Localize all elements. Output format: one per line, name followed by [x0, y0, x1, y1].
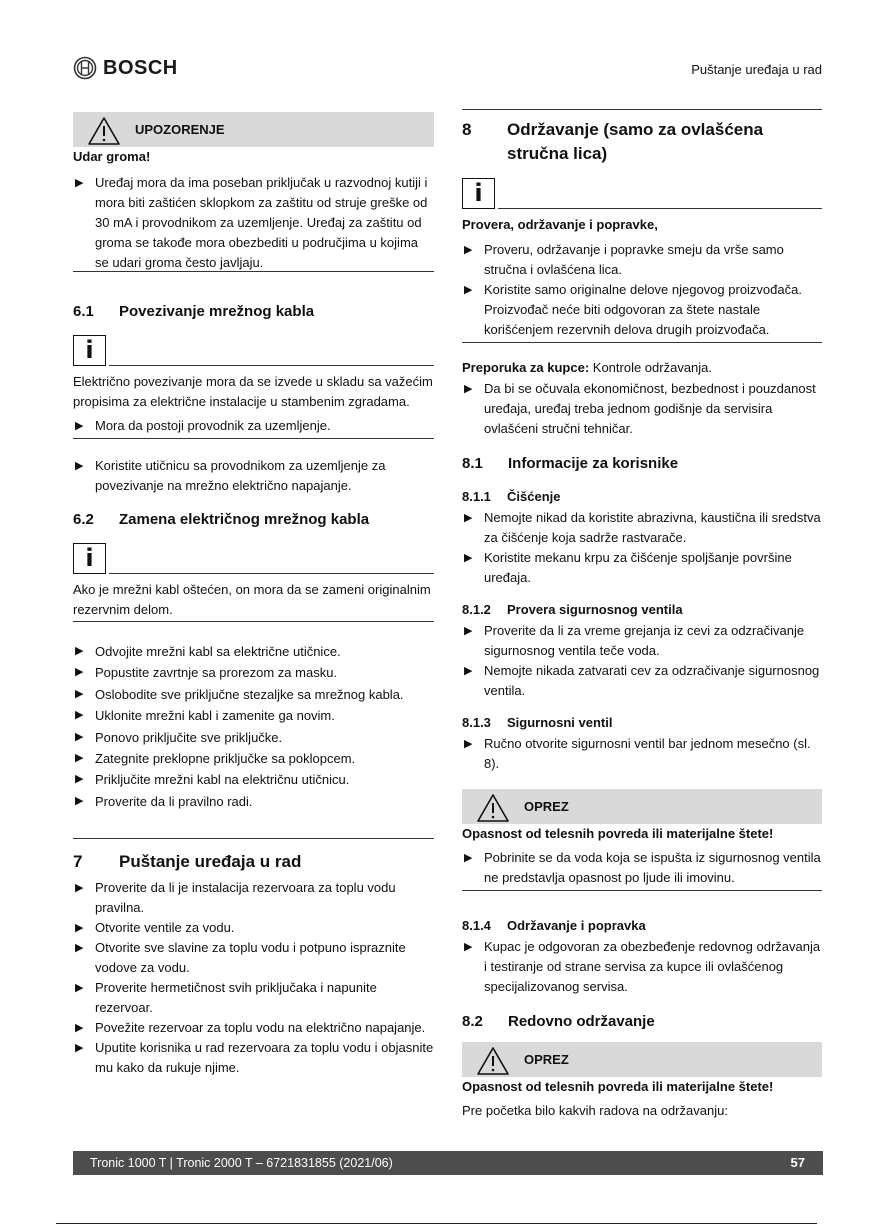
info-list [462, 240, 822, 340]
footer-bar [73, 1151, 823, 1175]
bullet-arrow-icon: ▶ [75, 794, 84, 807]
list-item: ▶ Mora da postoji provodnik za uzemljenje. [73, 416, 434, 436]
warning-triangle-icon [87, 116, 121, 146]
bullet-arrow-icon: ▶ [75, 709, 84, 722]
list-item: ▶ Nemojte nikad da koristite abrazivna, kaustična ili sredstva za čišćenje koja sadrže rastvarače. [464, 510, 821, 545]
footer-document: Tronic 1000 T | Tronic 2000 T – 6721831855 (2021/06) [90, 1156, 393, 1170]
info-icon: i [73, 335, 106, 366]
list-item: ▶ Da bi se očuvala ekonomičnost, bezbednost i pouzdanost uređaja, uređaj treba jednom godišnje da servisira ovlašćeni stručni tehničar. [464, 381, 816, 436]
bullet-arrow-icon: ▶ [75, 460, 84, 472]
caution-subtitle: Opasnost od telesnih povreda ili materijalne štete! [462, 826, 774, 841]
list-item: ▶ Povežite rezervoar za toplu vodu na električno napajanje. [73, 1018, 434, 1038]
bullet-arrow-icon: ▶ [75, 942, 84, 954]
page-number: 57 [790, 1155, 805, 1170]
warning-list [73, 173, 434, 273]
divider [73, 438, 434, 439]
instruction-list [462, 937, 822, 997]
divider [73, 838, 434, 839]
bullet-arrow-icon: ▶ [75, 752, 84, 765]
info-icon: i [73, 543, 106, 574]
bullet-arrow-icon: ▶ [464, 625, 473, 637]
divider [462, 109, 822, 110]
warning-subtitle: Udar groma! [73, 149, 151, 164]
list-item: ▶ Oslobodite sve priključne stezaljke sa mrežnog kabla. [73, 684, 434, 705]
warning-bar [73, 112, 434, 147]
caution-text: Pre početka bilo kakvih radova na održavanju: [462, 1103, 728, 1118]
divider [462, 342, 822, 343]
info-list [73, 416, 434, 436]
warning-triangle-icon [476, 1046, 510, 1076]
caution-list [462, 848, 822, 888]
recommendation-label: Preporuka za kupce: [462, 360, 590, 375]
list-item: ▶ Proverite da li je instalacija rezervoara za toplu vodu pravilna. [75, 880, 396, 915]
instruction-list [73, 456, 434, 496]
bullet-arrow-icon: ▶ [75, 773, 84, 786]
bullet-arrow-icon: ▶ [464, 512, 473, 524]
bullet-arrow-icon: ▶ [464, 738, 473, 750]
instruction-list [462, 379, 822, 439]
instruction-list [73, 878, 434, 1078]
caution-bar [462, 1042, 822, 1077]
bullet-arrow-icon: ▶ [464, 284, 473, 296]
bullet-arrow-icon: ▶ [75, 982, 84, 994]
list-item: ▶ Uređaj mora da ima poseban priključak u razvodnoj kutiji i mora biti zaštićen sklopkom za zaštitu od struje greške od 30 mA i provodnikom za uzemljenje. Uređaj za zaštitu od groma se takođe mora obezbediti u područjima u kojima se udari groma često javljaju. [75, 175, 428, 270]
bullet-arrow-icon: ▶ [464, 665, 473, 677]
bosch-logo [73, 56, 178, 80]
list-item: ▶ Ponovo priključite sve priključke. [73, 727, 434, 748]
bullet-arrow-icon: ▶ [75, 420, 84, 432]
warning-triangle-icon [476, 793, 510, 823]
bullet-arrow-icon: ▶ [464, 852, 473, 864]
info-text: Ako je mrežni kabl oštećen, on mora da se zameni originalnim rezervnim delom. [73, 582, 431, 617]
divider [56, 1223, 817, 1224]
list-item: ▶ Pobrinite se da voda koja se ispušta iz sigurnosnog ventila ne predstavlja opasnost po ljude ili imovinu. [464, 850, 821, 885]
recommendation-text: Kontrole održavanja. [589, 360, 713, 375]
bullet-arrow-icon: ▶ [75, 922, 84, 934]
list-item: ▶ Otvorite ventile za vodu. [73, 918, 434, 938]
divider [109, 573, 434, 574]
divider [73, 621, 434, 622]
list-item: ▶ Zategnite preklopne priključke sa poklopcem. [73, 748, 434, 769]
divider [498, 208, 822, 209]
divider [109, 365, 434, 366]
list-item: ▶ Proverite hermetičnost svih priključaka i napunite rezervoar. [75, 980, 377, 1015]
running-header: Puštanje uređaja u rad [691, 62, 822, 77]
bullet-arrow-icon: ▶ [75, 1042, 84, 1054]
list-item: ▶ Otvorite sve slavine za toplu vodu i potpuno ispraznite vodove za vodu. [75, 940, 406, 975]
bullet-arrow-icon: ▶ [75, 666, 84, 679]
info-subtitle: Provera, održavanje i popravke, [462, 217, 658, 232]
list-item: ▶ Proverite da li za vreme grejanja iz cevi za odzračivanje sigurnosnog ventila teče voda. [464, 623, 805, 658]
list-item: ▶ Proverite da li pravilno radi. [73, 791, 434, 812]
list-item: ▶ Popustite zavrtnje sa prorezom za masku. [73, 662, 434, 683]
warning-label: UPOZORENJE [135, 121, 225, 137]
brand-name: BOSCH [103, 57, 178, 79]
divider [462, 890, 822, 891]
caution-subtitle: Opasnost od telesnih povreda ili materijalne štete! [462, 1079, 774, 1094]
list-item: ▶ Koristite utičnicu sa provodnikom za uzemljenje za povezivanje na mrežno električno napajanje. [75, 458, 386, 493]
bosch-logo-icon [73, 56, 97, 80]
list-item: ▶ Uklonite mrežni kabl i zamenite ga novim. [73, 705, 434, 726]
instruction-list [73, 641, 434, 812]
caution-bar [462, 789, 822, 824]
bullet-arrow-icon: ▶ [75, 730, 84, 743]
info-text: Električno povezivanje mora da se izvede u skladu sa važećim propisima za električne instalacije u stambenim zgradama. [73, 374, 433, 409]
bullet-arrow-icon: ▶ [75, 645, 84, 657]
divider [73, 271, 434, 272]
bullet-arrow-icon: ▶ [75, 177, 84, 189]
info-icon: i [462, 178, 495, 209]
bullet-arrow-icon: ▶ [464, 941, 473, 953]
list-item: ▶ Uputite korisnika u rad rezervoara za toplu vodu i objasnite mu kako da rukuje njime. [75, 1040, 434, 1075]
bullet-arrow-icon: ▶ [464, 552, 473, 564]
instruction-list [462, 734, 822, 774]
list-item: ▶ Proveru, održavanje i popravke smeju da vrše samo stručna i ovlašćena lica. [464, 242, 784, 277]
instruction-list [462, 508, 822, 588]
list-item: ▶ Priključite mrežni kabl na električnu utičnicu. [73, 769, 434, 790]
list-item: ▶ Nemojte nikada zatvarati cev za odzračivanje sigurnosnog ventila. [464, 663, 820, 698]
list-item: ▶ Ručno otvorite sigurnosni ventil bar jednom mesečno (sl. 8). [464, 736, 811, 771]
bullet-arrow-icon: ▶ [75, 882, 84, 894]
bullet-arrow-icon: ▶ [464, 383, 473, 395]
list-item: ▶ Odvojite mrežni kabl sa električne utičnice. [73, 641, 434, 662]
list-item: ▶ Koristite mekanu krpu za čišćenje spoljšanje površine uređaja. [464, 550, 792, 585]
recommendation [462, 358, 822, 378]
caution-label: OPREZ [524, 798, 569, 814]
bullet-arrow-icon: ▶ [75, 1022, 84, 1034]
bullet-arrow-icon: ▶ [75, 687, 84, 700]
list-item: ▶ Koristite samo originalne delove njegovog proizvođača. Proizvođač neće biti odgovoran za štete nastale korišćenjem rezervnih delova drugih proizvođača. [464, 282, 802, 337]
instruction-list [462, 621, 822, 701]
bullet-arrow-icon: ▶ [464, 244, 473, 256]
caution-label: OPREZ [524, 1051, 569, 1067]
list-item: ▶ Kupac je odgovoran za obezbeđenje redovnog održavanja i testiranje od strane servisa za kupce ili ovlašćenog specijalizovanog servisa. [464, 939, 821, 994]
